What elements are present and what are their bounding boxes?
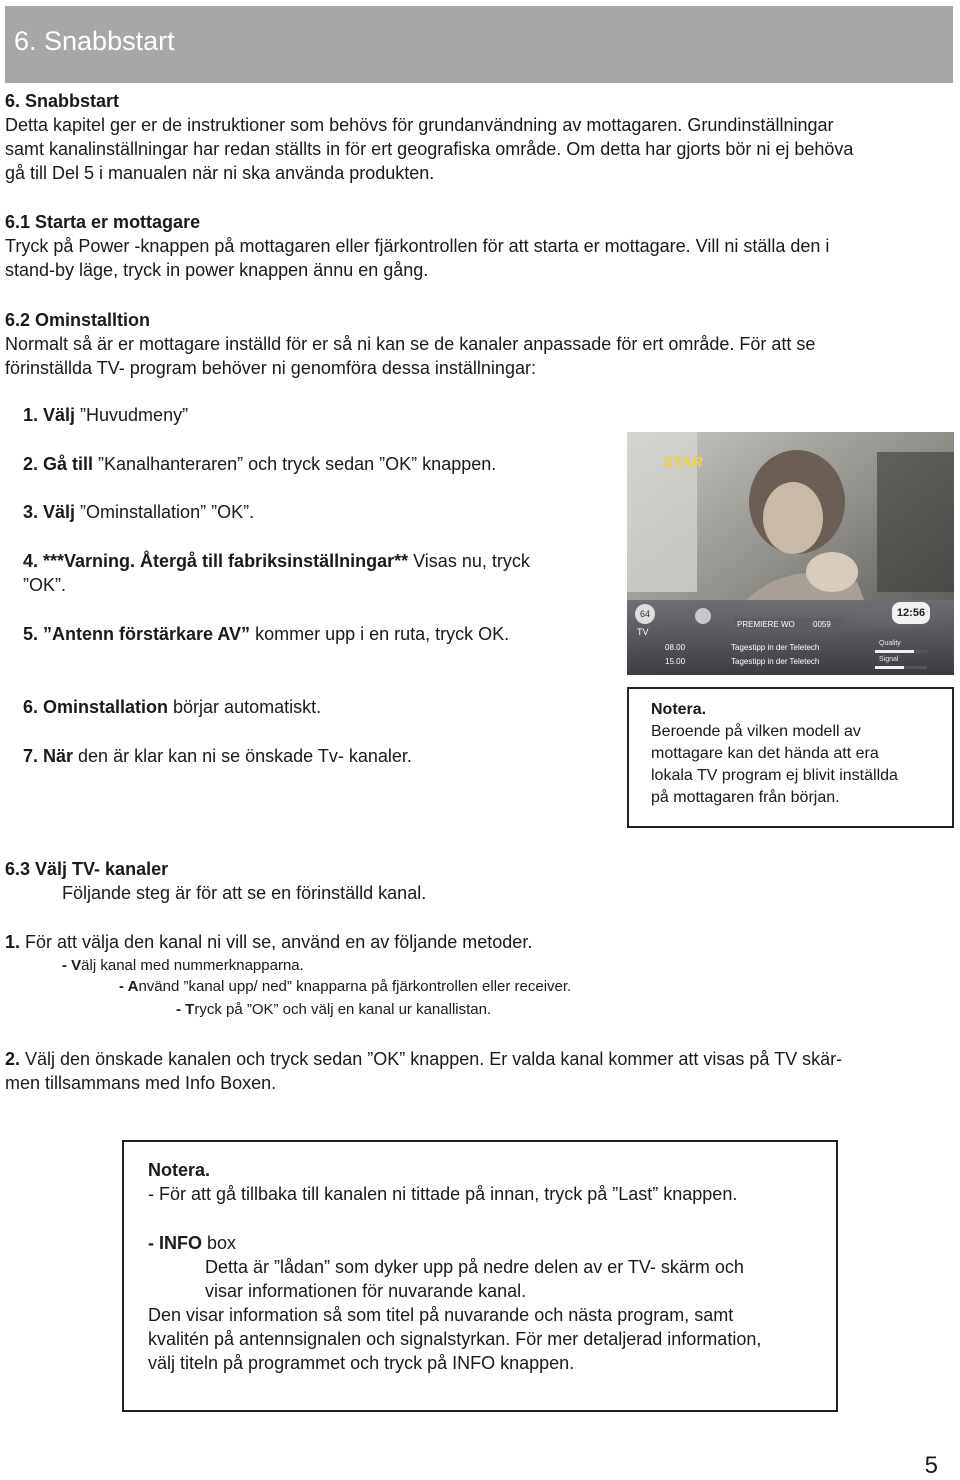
info-note-line: kvalitén på antennsignalen och signalstyrkan. För mer detaljerad information, bbox=[148, 1329, 762, 1349]
section-6-3-heading: 6.3 Välj TV- kanaler bbox=[5, 859, 169, 879]
info-note-line: visar informationen för nuvarande kanal. bbox=[205, 1281, 527, 1301]
note-title: Notera. bbox=[651, 701, 707, 718]
tv-channel-number-icon: 64 bbox=[635, 604, 655, 624]
tv-program-code: 0059 bbox=[813, 620, 831, 629]
step-2: 2. Gå till ”Kanalhanteraren” och tryck sedan ”OK” knappen. bbox=[23, 454, 497, 474]
tv-signal-bar bbox=[875, 666, 927, 669]
page-title: 6. Snabbstart bbox=[14, 26, 175, 56]
section-6-2-line: förinställda TV- program behöver ni genomföra dessa inställningar: bbox=[5, 358, 536, 378]
section-6-3-step-2-continued: men tillsammans med Info Boxen. bbox=[5, 1073, 277, 1093]
step-5: 5. ”Antenn förstärkare AV” kommer upp i en ruta, tryck OK. bbox=[23, 624, 510, 644]
section-6-1-line: Tryck på Power -knappen på mottagaren eller fjärkontrollen för att starta er mottagare. Vill ni ställa den i bbox=[5, 236, 830, 256]
tv-epg-title: Tagestipp in der Teletech bbox=[731, 643, 820, 652]
tv-signal-label: Signal bbox=[879, 656, 899, 663]
intro-line: samt kanalinställningar har redan ställts in för ert geografiska område. Om detta har gjorts bör ni ej behöva bbox=[5, 139, 854, 159]
info-note-line: Detta är ”lådan” som dyker upp på nedre delen av er TV- skärm och bbox=[205, 1257, 744, 1277]
info-note-line: - För att gå tillbaka till kanalen ni tittade på innan, tryck på ”Last” knappen. bbox=[148, 1184, 738, 1204]
intro-line: Detta kapitel ger er de instruktioner som behövs för grundanvändning av mottagaren. Grundinställningar bbox=[5, 115, 834, 135]
info-note-subheading: - INFO box bbox=[148, 1233, 237, 1253]
info-note-line: välj titeln på programmet och tryck på INFO knappen. bbox=[148, 1353, 575, 1373]
note-line: Beroende på vilken modell av bbox=[651, 723, 861, 740]
tv-channel-logo: STAR bbox=[663, 454, 703, 471]
section-6-1-line: stand-by läge, tryck in power knappen ännu en gång. bbox=[5, 260, 429, 280]
tv-quality-label: Quality bbox=[879, 640, 901, 647]
tv-quality-bar bbox=[875, 650, 927, 653]
section-6-3-step-1: 1. För att välja den kanal ni vill se, använd en av följande metoder. bbox=[5, 932, 533, 952]
section-6-3-step-2: 2. Välj den önskade kanalen och tryck sedan ”OK” knappen. Er valda kanal kommer att visas på TV skär- bbox=[5, 1049, 843, 1069]
tv-quality-fill bbox=[875, 650, 914, 653]
section-6-3-subtitle: Följande steg är för att se en förinställd kanal. bbox=[62, 883, 427, 903]
step-1: 1. Välj ”Huvudmeny” bbox=[23, 405, 189, 425]
tv-program-name: PREMIERE WO bbox=[733, 618, 843, 632]
note-line: mottagare kan det hända att era bbox=[651, 745, 879, 762]
step-7: 7. När den är klar kan ni se önskade Tv- kanaler. bbox=[23, 746, 412, 766]
section-6-1-heading: 6.1 Starta er mottagare bbox=[5, 212, 201, 232]
method-3: - Tryck på ”OK” och välj en kanal ur kanallistan. bbox=[176, 1001, 492, 1018]
intro-heading: 6. Snabbstart bbox=[5, 91, 120, 111]
step-4: 4. ***Varning. Återgå till fabriksinställningar** Visas nu, tryck bbox=[23, 551, 530, 571]
tv-epg-time: 08.00 bbox=[665, 643, 686, 652]
step-6: 6. Ominstallation börjar automatiskt. bbox=[23, 697, 322, 717]
info-circle-icon bbox=[695, 608, 711, 624]
tv-screenshot-image bbox=[627, 432, 954, 675]
page-number: 5 bbox=[924, 1452, 938, 1479]
info-note-title: Notera. bbox=[148, 1160, 211, 1180]
method-1: - Välj kanal med nummerknapparna. bbox=[62, 957, 304, 974]
step-3: 3. Välj ”Ominstallation” ”OK”. bbox=[23, 502, 255, 522]
info-note-line: Den visar information så som titel på nuvarande och nästa program, samt bbox=[148, 1305, 734, 1325]
tv-epg-time: 15.00 bbox=[665, 657, 686, 666]
tv-epg-title: Tagestipp in der Teletech bbox=[731, 657, 820, 666]
note-line: på mottagaren från början. bbox=[651, 789, 840, 806]
tv-channel-label: TV bbox=[637, 627, 649, 637]
step-4-continued: ”OK”. bbox=[23, 575, 66, 595]
note-line: lokala TV program ej blivit inställda bbox=[651, 767, 898, 784]
intro-line: gå till Del 5 i manualen när ni ska använda produkten. bbox=[5, 163, 435, 183]
tv-clock: 12:56 bbox=[892, 602, 930, 624]
note-box bbox=[627, 687, 954, 828]
section-6-2-line: Normalt så är er mottagare inställd för er så ni kan se de kanaler anpassade för ert område. För att se bbox=[5, 334, 816, 354]
tv-signal-fill bbox=[875, 666, 904, 669]
method-2: - Använd ”kanal upp/ ned” knapparna på fjärkontrollen eller receiver. bbox=[119, 978, 572, 995]
section-6-2-heading: 6.2 Ominstalltion bbox=[5, 310, 151, 330]
info-note-box bbox=[122, 1140, 838, 1412]
